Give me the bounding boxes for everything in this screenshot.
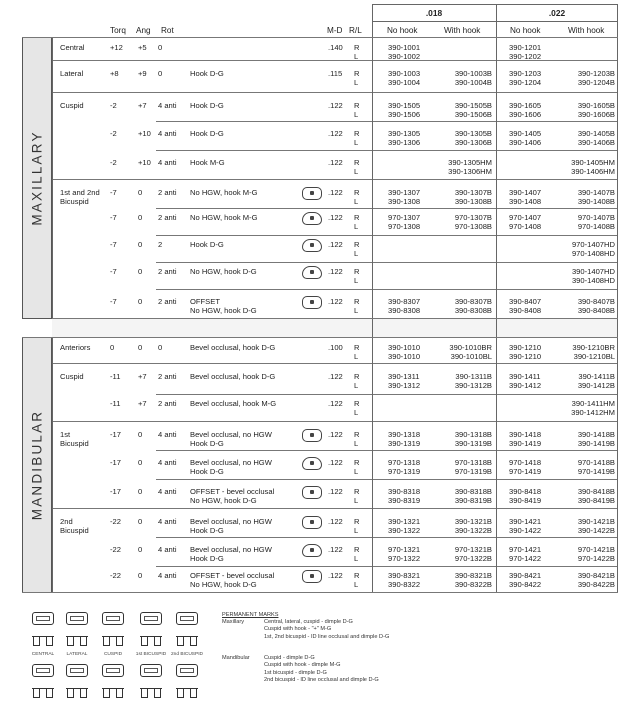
right-left-indicator: R L — [354, 158, 360, 176]
mesio-distal-width: .122 — [328, 101, 343, 110]
torque-value: -22 — [110, 545, 121, 554]
part-018-with-hook: 390-1305B 390-1306B — [454, 129, 492, 147]
table-row — [52, 394, 618, 421]
upper-bracket-diagram-icon — [66, 612, 88, 625]
bracket-base-icon — [302, 266, 322, 279]
part-022-no-hook: 390-1421 390-1422 — [509, 517, 542, 535]
tooth-type-label: CENTRAL — [31, 652, 55, 657]
part-022-with-hook: 390-8421B 390-8422B — [577, 571, 615, 589]
part-018-no-hook: 390-8307 390-8308 — [388, 297, 421, 315]
angulation-value: +7 — [138, 101, 147, 110]
part-022-no-hook: 390-1203 390-1204 — [509, 69, 542, 87]
table-top-border — [22, 37, 618, 38]
torque-value: -22 — [110, 571, 121, 580]
right-left-indicator: R L — [354, 267, 360, 285]
row-divider — [156, 537, 618, 538]
mesio-distal-width: .122 — [328, 487, 343, 496]
with-hook-018-header: With hook — [444, 26, 481, 35]
lower-bracket-diagram-icon — [32, 664, 54, 677]
angulation-value: +9 — [138, 69, 147, 78]
part-022-no-hook: 390-1405 390-1406 — [509, 129, 542, 147]
mesio-distal-width: .122 — [328, 372, 343, 381]
base-dot-icon — [310, 548, 314, 552]
upper-bracket-base-icon — [102, 636, 124, 645]
rotation-value: 2 anti — [158, 213, 177, 222]
row-divider — [156, 121, 618, 122]
rotation-value: 4 anti — [158, 129, 177, 138]
right-left-indicator: R L — [354, 458, 360, 476]
bracket-base-icon — [302, 212, 322, 225]
mesio-distal-width: .122 — [328, 571, 343, 580]
torque-value: -22 — [110, 517, 121, 526]
table-row — [52, 508, 618, 537]
table-row — [52, 450, 618, 479]
rotation-value: 2 — [158, 240, 163, 249]
table-bottom-border — [22, 592, 618, 593]
right-left-indicator: R L — [354, 129, 360, 147]
bracket-description: Bevel occlusal, no HGW Hook D-G — [190, 545, 272, 563]
right-left-indicator: R L — [354, 372, 360, 390]
table-row — [52, 179, 618, 208]
column-divider — [496, 319, 497, 337]
row-divider — [156, 208, 618, 209]
right-left-indicator: R L — [354, 517, 360, 535]
table-row — [52, 421, 618, 450]
table-row — [52, 60, 618, 92]
part-018-no-hook: 390-1321 390-1322 — [388, 517, 421, 535]
lower-bracket-diagram-icon — [176, 664, 198, 677]
lower-bracket-base-icon — [32, 688, 54, 697]
angulation-value: 0 — [138, 240, 143, 249]
right-left-indicator: R L — [354, 213, 360, 231]
table-row — [52, 289, 618, 319]
mesio-distal-width: .122 — [328, 399, 343, 408]
no-hook-022-header: No hook — [510, 26, 541, 35]
part-018-no-hook: 390-1010 390-1010 — [388, 343, 421, 361]
base-dot-icon — [310, 191, 314, 195]
base-dot-icon — [310, 490, 314, 494]
part-018-with-hook: 390-1321B 390-1322B — [454, 517, 492, 535]
mesio-distal-width: .122 — [328, 267, 343, 276]
bracket-description: No HGW, hook M-G — [190, 188, 258, 197]
rotation-value: 4 anti — [158, 571, 177, 580]
part-022-with-hook: 970-1407B 970-1408B — [577, 213, 615, 231]
bracket-description: OFFSET - bevel occlusal No HGW, hook D-G — [190, 571, 275, 589]
rotation-value: 2 anti — [158, 267, 177, 276]
angulation-value: 0 — [138, 458, 143, 467]
tooth-name: 2nd Bicuspid — [60, 517, 89, 535]
md-header: M-D — [327, 26, 343, 35]
torque-value: -7 — [110, 240, 117, 249]
right-left-indicator: R L — [354, 69, 360, 87]
part-022-no-hook: 390-8407 390-8408 — [509, 297, 542, 315]
bracket-base-icon — [302, 457, 322, 470]
part-018-no-hook: 390-8318 390-8319 — [388, 487, 421, 505]
angulation-value: 0 — [138, 430, 143, 439]
right-left-indicator: R L — [354, 43, 360, 61]
tooth-name: Lateral — [60, 69, 84, 78]
mesio-distal-width: .100 — [328, 343, 343, 352]
column-divider — [617, 337, 618, 593]
row-divider — [156, 262, 618, 263]
part-022-no-hook: 390-1418 390-1419 — [509, 430, 542, 448]
rotation-value: 0 — [158, 343, 163, 352]
mandibular-section-label: MANDIBULAR — [22, 337, 52, 593]
mesio-distal-width: .122 — [328, 129, 343, 138]
torque-value: 0 — [110, 343, 115, 352]
right-left-indicator: R L — [354, 487, 360, 505]
part-022-no-hook: 390-1605 390-1606 — [509, 101, 542, 119]
lower-bracket-diagram-icon — [66, 664, 88, 677]
row-divider — [156, 289, 618, 290]
angulation-value: 0 — [138, 213, 143, 222]
bracket-description: No HGW, hook D-G — [190, 267, 257, 276]
part-022-with-hook: 390-1405B 390-1406B — [577, 129, 615, 147]
torq-header: Torq — [110, 26, 126, 35]
tooth-name: Central — [60, 43, 85, 52]
angulation-value: 0 — [138, 571, 143, 580]
torque-value: -17 — [110, 458, 121, 467]
part-018-with-hook: 970-1318B 970-1319B — [454, 458, 492, 476]
part-022-with-hook: 390-1411HM 390-1412HM — [571, 399, 615, 417]
angulation-value: +7 — [138, 399, 147, 408]
part-018-with-hook: 390-1003B 390-1004B — [454, 69, 492, 87]
part-022-with-hook: 390-1203B 390-1204B — [577, 69, 615, 87]
right-left-indicator: R L — [354, 297, 360, 315]
tooth-name: Anteriors — [60, 343, 91, 352]
group-022-header: .022 — [548, 8, 566, 18]
torque-value: -7 — [110, 213, 117, 222]
part-018-no-hook: 390-1505 390-1506 — [388, 101, 421, 119]
tooth-name: Cuspid — [60, 372, 84, 381]
row-divider — [156, 566, 618, 567]
mesio-distal-width: .122 — [328, 517, 343, 526]
right-left-indicator: R L — [354, 101, 360, 119]
right-left-indicator: R L — [354, 430, 360, 448]
rotation-value: 0 — [158, 69, 163, 78]
part-018-no-hook: 390-1311 390-1312 — [388, 372, 421, 390]
base-dot-icon — [310, 574, 314, 578]
rotation-value: 4 anti — [158, 430, 177, 439]
angulation-value: 0 — [138, 297, 143, 306]
lower-bracket-base-icon — [140, 688, 162, 697]
right-left-indicator: R L — [354, 545, 360, 563]
ang-header: Ang — [136, 26, 151, 35]
part-018-no-hook: 390-1307 390-1308 — [388, 188, 421, 206]
angulation-value: 0 — [138, 267, 143, 276]
base-dot-icon — [310, 243, 314, 247]
column-divider — [52, 337, 53, 593]
bracket-description: Bevel occlusal, hook M-G — [190, 399, 277, 408]
part-018-no-hook: 390-1305 390-1306 — [388, 129, 421, 147]
divider — [372, 4, 618, 5]
part-018-with-hook: 970-1321B 970-1322B — [454, 545, 492, 563]
part-022-with-hook: 390-1418B 390-1419B — [577, 430, 615, 448]
part-022-no-hook: 390-1210 390-1210 — [509, 343, 542, 361]
torque-value: -17 — [110, 487, 121, 496]
part-018-with-hook: 390-1305HM 390-1306HM — [448, 158, 492, 176]
part-018-no-hook: 970-1321 970-1322 — [388, 545, 421, 563]
base-dot-icon — [310, 300, 314, 304]
angulation-value: 0 — [138, 545, 143, 554]
bracket-description: Bevel occlusal, no HGW Hook D-G — [190, 517, 272, 535]
column-divider — [496, 337, 497, 593]
table-header — [0, 0, 632, 38]
upper-bracket-diagram-icon — [140, 612, 162, 625]
column-divider — [52, 37, 53, 319]
table-bottom-border — [52, 318, 618, 319]
bracket-base-icon — [302, 570, 322, 583]
rot-header: Rot — [161, 26, 174, 35]
part-018-with-hook: 390-8321B 390-8322B — [454, 571, 492, 589]
rotation-value: 2 anti — [158, 399, 177, 408]
rotation-value: 4 anti — [158, 517, 177, 526]
part-022-with-hook: 390-1605B 390-1606B — [577, 101, 615, 119]
base-dot-icon — [310, 461, 314, 465]
upper-bracket-base-icon — [32, 636, 54, 645]
table-row — [52, 208, 618, 235]
table-row — [52, 537, 618, 566]
lower-bracket-base-icon — [66, 688, 88, 697]
bracket-base-icon — [302, 516, 322, 529]
with-hook-022-header: With hook — [568, 26, 605, 35]
bracket-base-icon — [302, 296, 322, 309]
part-022-no-hook: 970-1407 970-1408 — [509, 213, 542, 231]
part-018-no-hook: 970-1307 970-1308 — [388, 213, 421, 231]
part-018-no-hook: 390-1003 390-1004 — [388, 69, 421, 87]
maxillary-label: Maxillary — [222, 619, 245, 625]
row-divider — [156, 235, 618, 236]
column-divider — [617, 37, 618, 319]
table-row — [52, 37, 618, 60]
bracket-description: Hook D-G — [190, 69, 224, 78]
base-dot-icon — [310, 433, 314, 437]
table-row — [52, 566, 618, 593]
bracket-description: OFFSET No HGW, hook D-G — [190, 297, 257, 315]
rotation-value: 2 anti — [158, 297, 177, 306]
column-divider — [372, 337, 373, 593]
base-dot-icon — [310, 270, 314, 274]
bracket-description: No HGW, hook M-G — [190, 213, 258, 222]
legend-title: PERMANENT MARKS — [222, 612, 279, 618]
right-left-indicator: R L — [354, 399, 360, 417]
part-022-no-hook: 390-1411 390-1412 — [509, 372, 542, 390]
part-022-with-hook: 390-1407HD 390-1408HD — [571, 267, 615, 285]
bracket-description: Bevel occlusal, hook D-G — [190, 372, 276, 381]
part-022-no-hook: 970-1418 970-1419 — [509, 458, 542, 476]
part-018-with-hook: 390-1318B 390-1319B — [454, 430, 492, 448]
rotation-value: 4 anti — [158, 458, 177, 467]
mesio-distal-width: .122 — [328, 545, 343, 554]
right-left-indicator: R L — [354, 571, 360, 589]
tooth-type-label: LATERAL — [66, 652, 88, 657]
bracket-description: Hook D-G — [190, 129, 224, 138]
part-022-with-hook: 390-8418B 390-8419B — [577, 487, 615, 505]
part-022-with-hook: 970-1421B 970-1422B — [577, 545, 615, 563]
base-dot-icon — [310, 520, 314, 524]
angulation-value: 0 — [138, 517, 143, 526]
table-row — [52, 363, 618, 394]
mandibular-marks-text: Cuspid - dimple D-G Cuspid with hook - dimple M-G 1st bicuspid - dimple D-G 2nd bicuspid - ID line occlusal and dimple D-G — [264, 655, 379, 683]
row-divider — [156, 394, 618, 395]
bracket-description: Hook M-G — [190, 158, 225, 167]
torque-value: -2 — [110, 158, 117, 167]
torque-value: -2 — [110, 101, 117, 110]
mesio-distal-width: .122 — [328, 158, 343, 167]
part-018-no-hook: 390-1001 390-1002 — [388, 43, 421, 61]
table-row — [52, 235, 618, 262]
part-018-with-hook: 970-1307B 970-1308B — [454, 213, 492, 231]
bracket-description: Hook D-G — [190, 101, 224, 110]
angulation-value: 0 — [138, 188, 143, 197]
part-018-no-hook: 970-1318 970-1319 — [388, 458, 421, 476]
right-left-indicator: R L — [354, 188, 360, 206]
mesio-distal-width: .122 — [328, 430, 343, 439]
torque-value: -2 — [110, 129, 117, 138]
right-left-indicator: R L — [354, 240, 360, 258]
angulation-value: 0 — [138, 343, 143, 352]
torque-value: +8 — [110, 69, 119, 78]
part-022-no-hook: 390-8418 390-8419 — [509, 487, 542, 505]
part-022-with-hook: 970-1418B 970-1419B — [577, 458, 615, 476]
no-hook-018-header: No hook — [387, 26, 418, 35]
divider — [372, 21, 618, 22]
part-022-with-hook: 390-1407B 390-1408B — [577, 188, 615, 206]
bracket-base-icon — [302, 544, 322, 557]
bracket-base-icon — [302, 187, 322, 200]
torque-value: -17 — [110, 430, 121, 439]
torque-value: -7 — [110, 188, 117, 197]
bracket-description: Hook D-G — [190, 240, 224, 249]
mesio-distal-width: .140 — [328, 43, 343, 52]
bracket-base-icon — [302, 486, 322, 499]
part-018-with-hook: 390-8307B 390-8308B — [454, 297, 492, 315]
rotation-value: 4 anti — [158, 158, 177, 167]
part-018-with-hook: 390-1307B 390-1308B — [454, 188, 492, 206]
column-divider — [372, 319, 373, 337]
mandibular-label: Mandibular — [222, 655, 250, 661]
part-022-with-hook: 970-1407HD 970-1408HD — [571, 240, 615, 258]
part-022-with-hook: 390-1405HM 390-1406HM — [571, 158, 615, 176]
mesio-distal-width: .122 — [328, 188, 343, 197]
right-left-indicator: R L — [354, 343, 360, 361]
upper-bracket-diagram-icon — [32, 612, 54, 625]
torque-value: -11 — [110, 399, 121, 408]
mesio-distal-width: .122 — [328, 458, 343, 467]
part-022-with-hook: 390-8407B 390-8408B — [577, 297, 615, 315]
part-018-with-hook: 390-1505B 390-1506B — [454, 101, 492, 119]
angulation-value: +10 — [138, 158, 151, 167]
row-divider — [156, 479, 618, 480]
row-divider — [156, 150, 618, 151]
lower-bracket-base-icon — [176, 688, 198, 697]
part-018-with-hook: 390-8318B 390-8319B — [454, 487, 492, 505]
tooth-type-label: 1st BICUSPID — [135, 652, 167, 657]
torque-value: -11 — [110, 372, 121, 381]
torque-value: -7 — [110, 267, 117, 276]
rl-header: R/L — [349, 26, 362, 35]
tooth-name: 1st and 2nd Bicuspid — [60, 188, 100, 206]
part-022-with-hook: 390-1411B 390-1412B — [577, 372, 615, 390]
bracket-description: Bevel occlusal, no HGW Hook D-G — [190, 458, 272, 476]
upper-bracket-diagram-icon — [102, 612, 124, 625]
bracket-base-icon — [302, 429, 322, 442]
lower-bracket-diagram-icon — [140, 664, 162, 677]
bracket-description: Bevel occlusal, hook D-G — [190, 343, 276, 352]
part-018-with-hook: 390-1010BR 390-1010BL — [449, 343, 492, 361]
part-022-no-hook: 390-1407 390-1408 — [509, 188, 542, 206]
part-022-with-hook: 390-1210BR 390-1210BL — [572, 343, 615, 361]
table-row — [52, 479, 618, 508]
bracket-description: OFFSET - bevel occlusal No HGW, hook D-G — [190, 487, 275, 505]
column-divider — [372, 37, 373, 319]
part-022-no-hook: 970-1421 970-1422 — [509, 545, 542, 563]
row-divider — [156, 450, 618, 451]
rotation-value: 2 anti — [158, 372, 177, 381]
rotation-value: 4 anti — [158, 101, 177, 110]
mesio-distal-width: .122 — [328, 213, 343, 222]
upper-bracket-base-icon — [140, 636, 162, 645]
part-022-no-hook: 390-1201 390-1202 — [509, 43, 542, 61]
tooth-name: 1st Bicuspid — [60, 430, 89, 448]
torque-value: +12 — [110, 43, 123, 52]
bracket-base-icon — [302, 239, 322, 252]
table-top-border — [22, 337, 618, 338]
part-022-no-hook: 390-8421 390-8422 — [509, 571, 542, 589]
angulation-value: +5 — [138, 43, 147, 52]
part-018-with-hook: 390-1311B 390-1312B — [454, 372, 492, 390]
maxillary-section-label: MAXILLARY — [22, 37, 52, 319]
table-row — [52, 337, 618, 363]
mesio-distal-width: .122 — [328, 240, 343, 249]
angulation-value: +7 — [138, 372, 147, 381]
rotation-value: 4 anti — [158, 545, 177, 554]
part-022-with-hook: 390-1421B 390-1422B — [577, 517, 615, 535]
rotation-value: 0 — [158, 43, 163, 52]
rotation-value: 2 anti — [158, 188, 177, 197]
column-divider — [496, 37, 497, 319]
mesio-distal-width: .115 — [328, 69, 343, 78]
upper-bracket-base-icon — [66, 636, 88, 645]
rotation-value: 4 anti — [158, 487, 177, 496]
table-row — [52, 262, 618, 289]
tooth-type-label: CUSPID — [103, 652, 123, 657]
base-dot-icon — [310, 216, 314, 220]
mesio-distal-width: .122 — [328, 297, 343, 306]
part-018-no-hook: 390-1318 390-1319 — [388, 430, 421, 448]
table-row — [52, 92, 618, 121]
angulation-value: +10 — [138, 129, 151, 138]
section-spacer — [52, 319, 618, 337]
maxillary-marks-text: Central, lateral, cuspid - dimple D-G Cuspid with hook - "+" M-G 1st, 2nd bicuspid - ID line occlusal and dimple D-G — [264, 619, 390, 640]
upper-bracket-base-icon — [176, 636, 198, 645]
column-divider — [617, 319, 618, 337]
upper-bracket-diagram-icon — [176, 612, 198, 625]
lower-bracket-diagram-icon — [102, 664, 124, 677]
group-018-header: .018 — [425, 8, 443, 18]
lower-bracket-base-icon — [102, 688, 124, 697]
angulation-value: 0 — [138, 487, 143, 496]
part-018-no-hook: 390-8321 390-8322 — [388, 571, 421, 589]
tooth-type-label: 2nd BICUSPID — [171, 652, 203, 657]
tooth-name: Cuspid — [60, 101, 84, 110]
table-row — [52, 150, 618, 179]
torque-value: -7 — [110, 297, 117, 306]
bracket-description: Bevel occlusal, no HGW Hook D-G — [190, 430, 272, 448]
table-row — [52, 121, 618, 150]
